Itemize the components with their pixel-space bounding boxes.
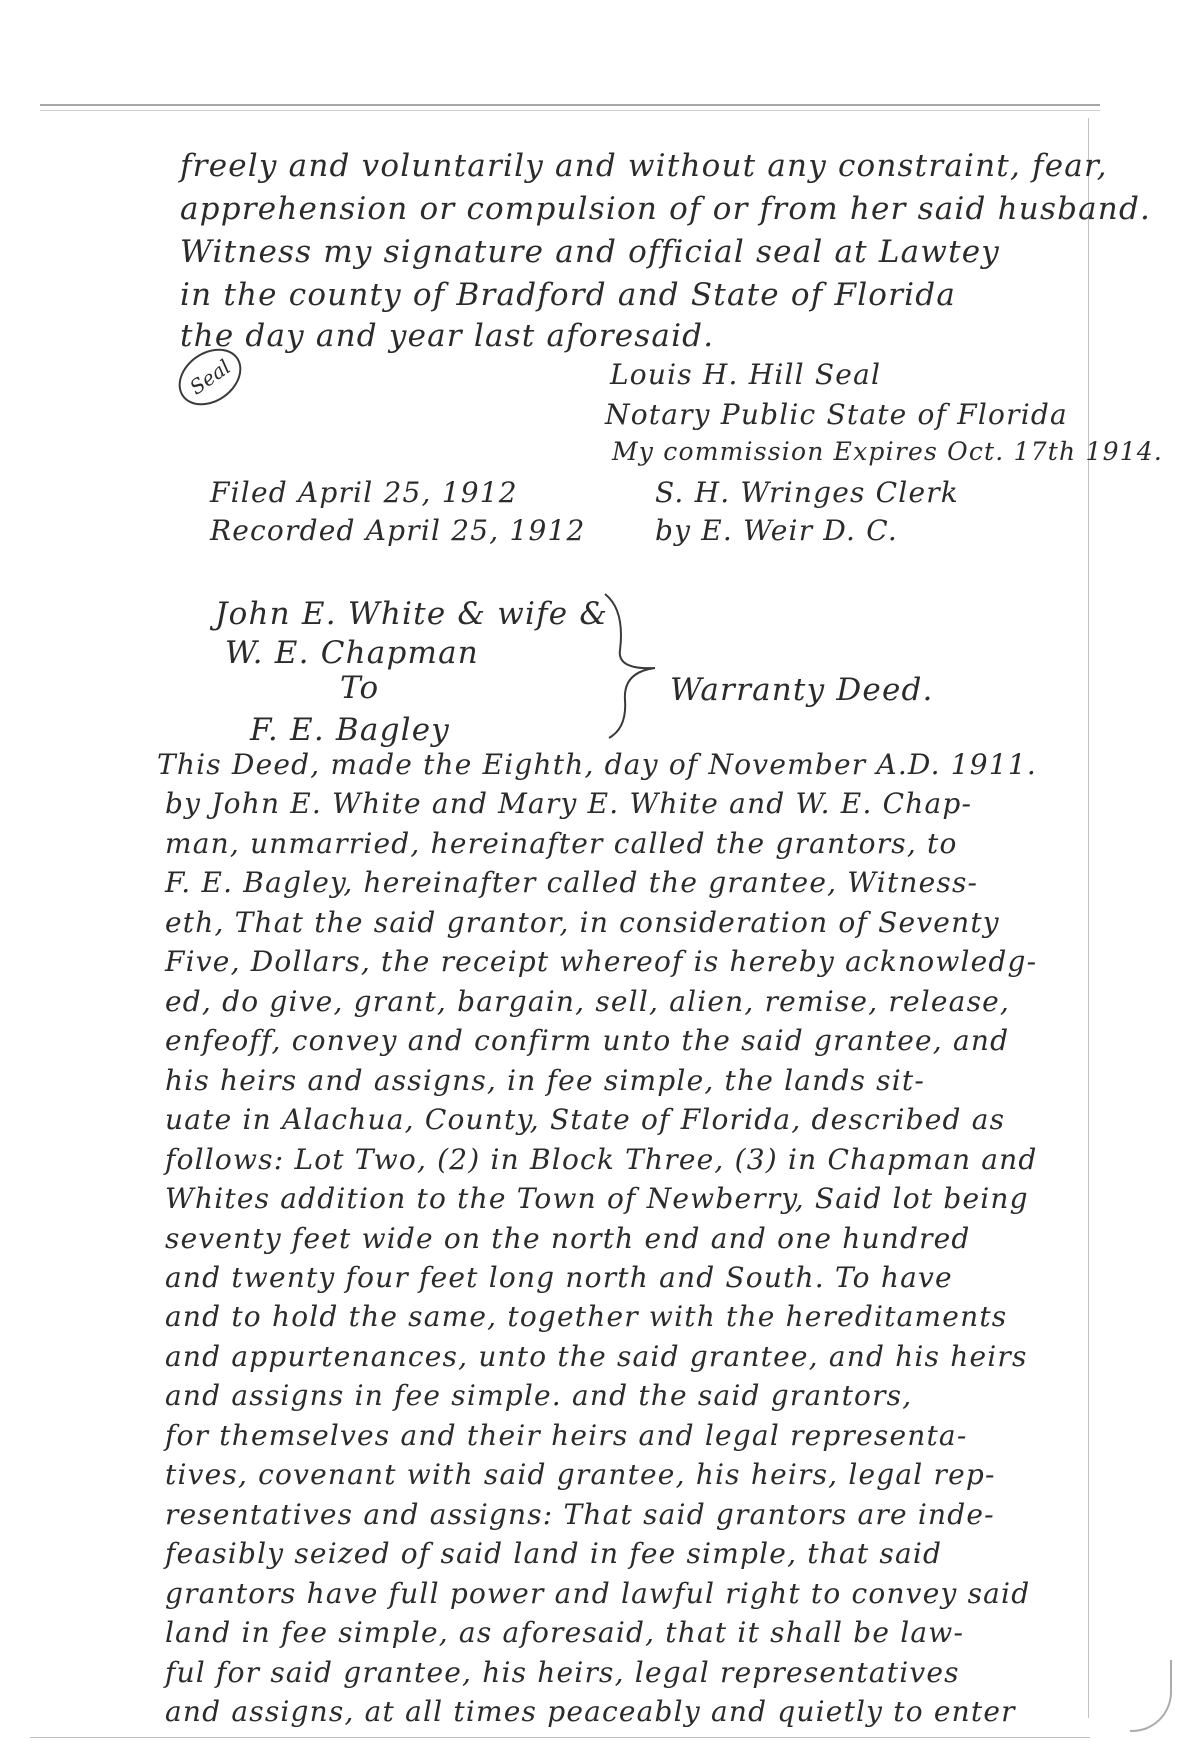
body-line: his heirs and assigns, in fee simple, the lands sit-: [165, 1064, 926, 1097]
grantee-party: F. E. Bagley: [250, 712, 451, 748]
body-line: This Deed, made the Eighth, day of November A.D. 1911.: [157, 748, 1037, 781]
deed-type: Warranty Deed.: [670, 672, 934, 708]
body-line: seventy feet wide on the north end and one hundred: [165, 1222, 971, 1255]
deputy-clerk: by E. Weir D. C.: [655, 514, 898, 547]
body-line: ful for said grantee, his heirs, legal representatives: [165, 1656, 960, 1689]
body-line: resentatives and assigns: That said grantors are inde-: [165, 1498, 995, 1531]
body-line: by John E. White and Mary E. White and W. E. Chap-: [165, 787, 973, 820]
grantor-party-1: John E. White & wife &: [215, 596, 609, 632]
bracket-brace: [595, 590, 675, 740]
body-line: uate in Alachua, County, State of Florida, described as: [165, 1103, 1006, 1136]
body-line: F. E. Bagley, hereinafter called the grantee, Witness-: [165, 866, 979, 899]
body-line: for themselves and their heirs and legal representa-: [165, 1419, 968, 1452]
body-line: grantors have full power and lawful right to convey said: [165, 1577, 1031, 1610]
body-line: enfeoff, convey and confirm unto the said grantee, and: [165, 1024, 1010, 1057]
notary-line: in the county of Bradford and State of Florida: [180, 277, 957, 313]
bottom-rule: [30, 1737, 1090, 1738]
notary-title: Notary Public State of Florida: [605, 398, 1068, 431]
clerk-name: S. H. Wringes Clerk: [655, 476, 959, 509]
body-line: land in fee simple, as aforesaid, that it shall be law-: [165, 1616, 965, 1649]
body-line: ed, do give, grant, bargain, sell, alien, remise, release,: [165, 985, 1011, 1018]
body-line: Five, Dollars, the receipt whereof is hereby acknowledg-: [165, 945, 1038, 978]
notary-line: freely and voluntarily and without any constraint, fear,: [180, 148, 1108, 184]
notary-line: Witness my signature and official seal at Lawtey: [180, 234, 1001, 270]
to-label: To: [340, 670, 380, 706]
grantor-party-2: W. E. Chapman: [225, 635, 479, 671]
notary-line: apprehension or compulsion of or from her said husband.: [180, 191, 1152, 227]
body-line: and twenty four feet long north and South. To have: [165, 1261, 953, 1294]
right-margin-line: [1088, 118, 1089, 1718]
body-line: feasibly seized of said land in fee simple, that said: [165, 1537, 943, 1570]
notary-line: the day and year last aforesaid.: [180, 318, 715, 354]
body-line: Whites addition to the Town of Newberry, Said lot being: [165, 1182, 1029, 1215]
body-line: eth, That the said grantor, in consideration of Seventy: [165, 906, 1000, 939]
top-rule: [40, 104, 1100, 106]
body-line: and to hold the same, together with the hereditaments: [165, 1300, 1008, 1333]
top-rule-secondary: [40, 110, 1100, 111]
seal-stamp: Seal: [168, 337, 252, 417]
recorded-date: Recorded April 25, 1912: [210, 514, 586, 547]
body-line: and assigns, at all times peaceably and quietly to enter: [165, 1695, 1016, 1728]
body-line: and assigns in fee simple. and the said grantors,: [165, 1379, 913, 1412]
notary-signature: Louis H. Hill Seal: [610, 358, 882, 391]
body-line: tives, covenant with said grantee, his heirs, legal rep-: [165, 1458, 996, 1491]
notary-commission: My commission Expires Oct. 17th 1914.: [612, 437, 1164, 466]
body-line: and appurtenances, unto the said grantee, and his heirs: [165, 1340, 1028, 1373]
body-line: man, unmarried, hereinafter called the grantors, to: [165, 827, 958, 860]
page-corner-curl: [1130, 1660, 1172, 1732]
filed-date: Filed April 25, 1912: [210, 476, 518, 509]
body-line: follows: Lot Two, (2) in Block Three, (3) in Chapman and: [165, 1143, 1038, 1176]
